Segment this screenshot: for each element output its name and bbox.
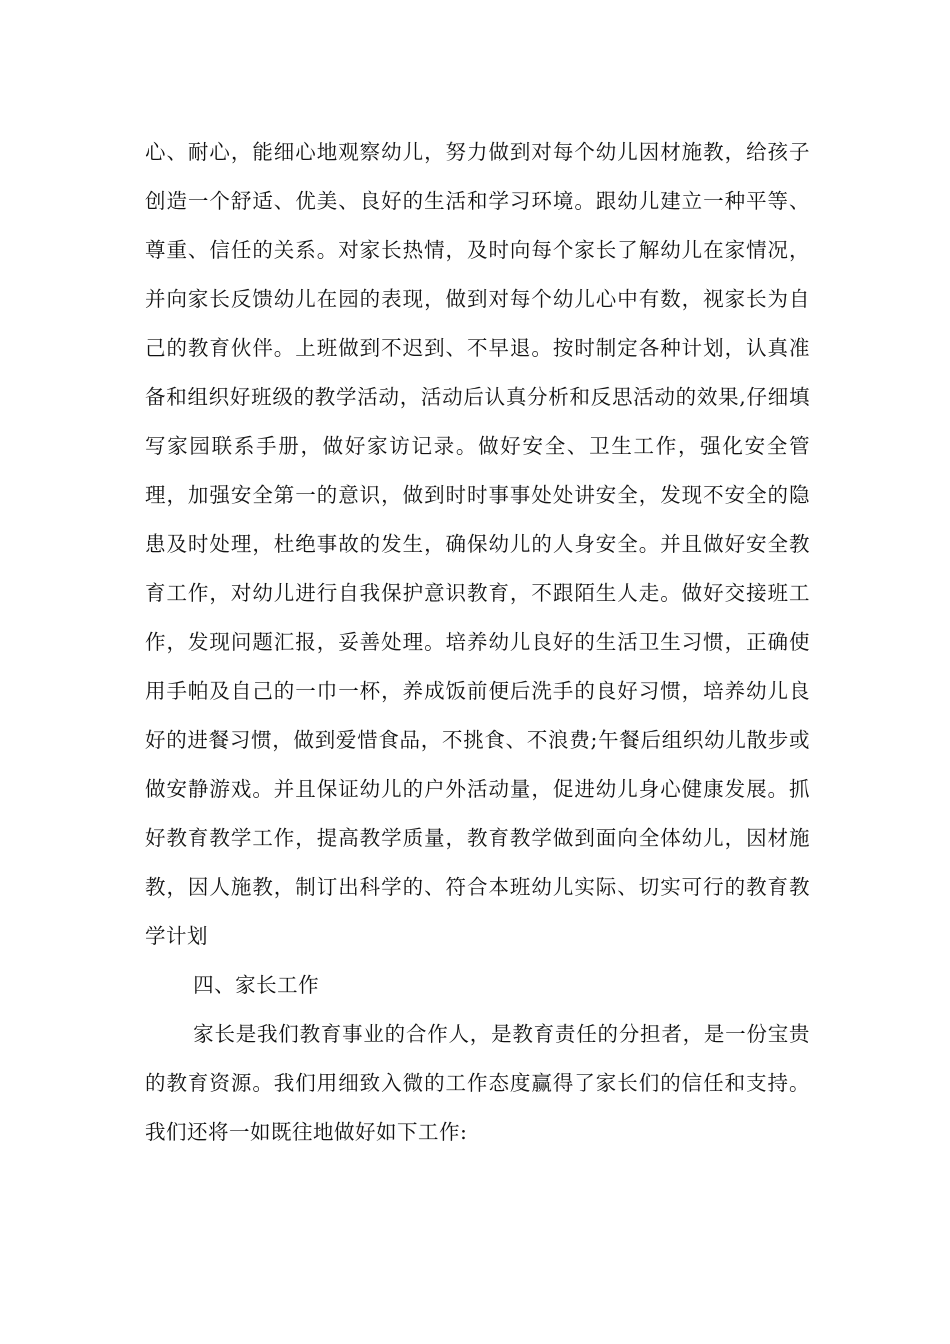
section-heading: 四、家长工作 xyxy=(193,973,320,997)
paragraph-parents: 家长是我们教育事业的合作人，是教育责任的分担者，是一份宝贵的教育资源。我们用细致入微的工作态度赢得了家长们的信任和支持。我们还将一如既往地做好如下工作: xyxy=(145,1022,810,1144)
body-text xyxy=(145,128,810,1157)
paragraph-continued: 心、耐心，能细心地观察幼儿，努力做到对每个幼儿因材施教，给孩子创造一个舒适、优美、良好的生活和学习环境。跟幼儿建立一种平等、尊重、信任的关系。对家长热情，及时向每个家长了解幼儿在家情况，并向家长反馈幼儿在园的表现，做到对每个幼儿心中有数，视家长为自己的教育伙伴。上班做到不迟到、不早退。按时制定各种计划，认真准备和组织好班级的教学活动，活动后认真分析和反思活动的效果,仔细填写家园联系手册，做好家访记录。做好安全、卫生工作，强化安全管理，加强安全第一的意识，做到时时事事处处讲安全，发现不安全的隐患及时处理，杜绝事故的发生，确保幼儿的人身安全。并且做好安全教育工作，对幼儿进行自我保护意识教育，不跟陌生人走。做好交接班工作，发现问题汇报，妥善处理。培养幼儿良好的生活卫生习惯，正确使用手帕及自己的一巾一杯，养成饭前便后洗手的良好习惯，培养幼儿良好的进餐习惯，做到爱惜食品，不挑食、不浪费;午餐后组织幼儿散步或做安静游戏。并且保证幼儿的户外活动量，促进幼儿身心健康发展。抓好教育教学工作，提高教学质量，教育教学做到面向全体幼儿，因材施教，因人施教，制订出科学的、符合本班幼儿实际、切实可行的教育教学计划 xyxy=(145,140,810,948)
